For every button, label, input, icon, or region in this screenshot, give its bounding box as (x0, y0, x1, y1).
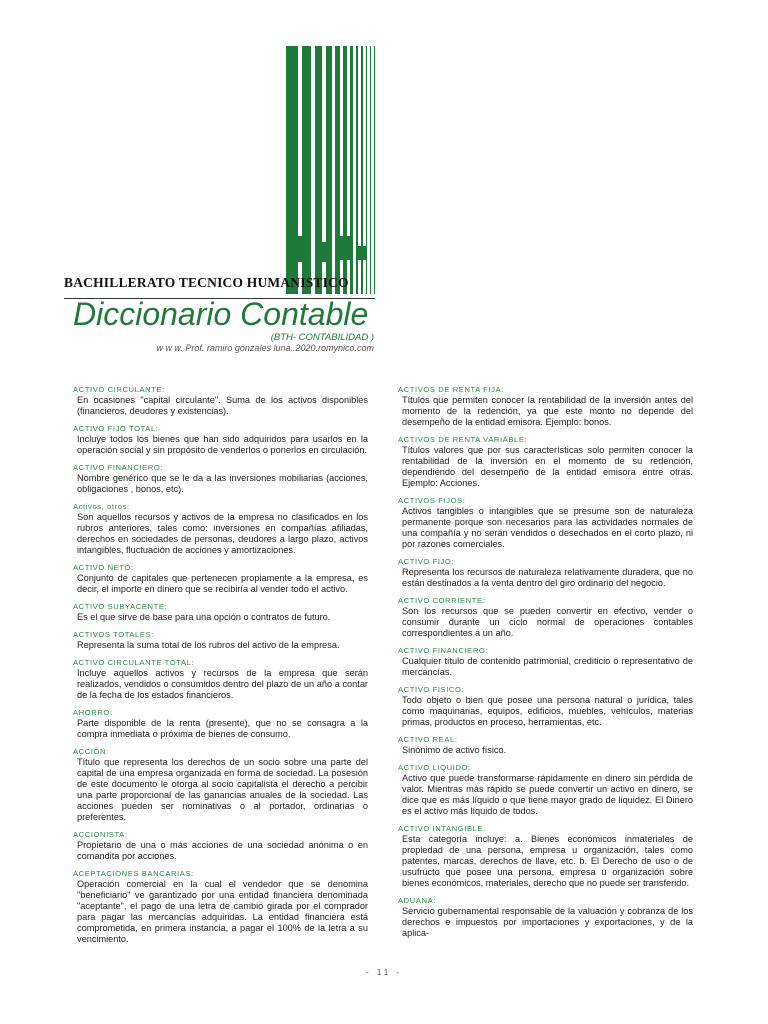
entry-term: ACTIVO SUBYACENTE: (73, 602, 168, 611)
entry-definition: Conjunto de capitales que pertenecen propiamente a la empresa, es decir, el importe en dinero que se recibiría al vender todo el activo. (77, 573, 368, 594)
glossary-entry (73, 829, 370, 862)
glossary-entry (73, 562, 370, 595)
right-column (398, 384, 695, 945)
glossary-entry (73, 384, 370, 417)
page-number: - 11 - (365, 968, 403, 977)
document-title: Diccionario Contable (73, 296, 369, 332)
entry-definition: Título que representa los derechos de un socio sobre una parte del capital de una empresa organizada en forma de sociedad. La posesión de este documento le otorga al socio capitalista el derecho a percibir una parte proporcional de las ganancias anuales de la sociedad. Las acciones pueden ser nominativas o al portador, ordinarias o preferentes. (77, 757, 368, 822)
glossary-entry (398, 762, 695, 817)
glossary-entry (73, 462, 370, 495)
entry-term: ACTIVO FINANCIERO: (73, 463, 164, 472)
entry-definition: Operación comercial en la cual el vendedor que se denomina "beneficiario" ve garantizado por una entidad financiera denominada "aceptante", el pago de una letra de cambio girada por el comprador para pagar las mercancías adquiridas. La entidad financiera está comprometida, en primera instancia, a pagar el 100% de la letra a su vencimiento. (77, 879, 368, 944)
glossary-entry (73, 868, 370, 945)
entry-definition: Representa los recursos de naturaleza relativamente duradera, que no están destinados a la venta dentro del giro ordinario del negocio. (402, 567, 693, 588)
entry-term: ACTIVOS TOTALES: (73, 630, 154, 639)
entry-definition: Esta categoría incluye: a. Bienes económicos inmateriales de propiedad de una persona, empresa u organización, tales como patentes, marcas, derechos de llave, etc. b. El Derecho de uso o de usufructo que posee una persona, empresa u organización sobre bienes económicos, materiales, derecho que no puede ser transferido. (402, 834, 693, 888)
glossary-entry (73, 657, 370, 701)
entry-term: ACTIVOS DE RENTA FIJA: (398, 385, 504, 394)
entry-term: ACTIVO CORRIENTE: (398, 596, 486, 605)
entry-definition: Propietario de una o más acciones de una sociedad anónima o en comandita por acciones. (77, 840, 368, 861)
glossary-entry (398, 434, 695, 489)
glossary-entry (73, 629, 370, 651)
entry-term: ACTIVO CIRCULANTE: (73, 385, 165, 394)
entry-term: ACTIVO NETO: (73, 563, 134, 572)
glossary-entry (398, 734, 695, 756)
entry-definition: Parte disponible de la renta (presente), que no se consagra a la compra inmediata o próxima de bienes de consumo. (77, 718, 368, 739)
entry-definition: Es el que sirve de base para una opción o contratos de futuro. (77, 612, 331, 622)
document-subtitle: (BTH- CONTABILIDAD ) (270, 332, 374, 343)
entry-term: ACTIVO FINANCIERO: (398, 646, 489, 655)
entry-term: ACTIVO CIRCULANTE TOTAL: (73, 658, 195, 667)
entry-definition: Servicio gubernamental responsable de la valuación y cobranza de los derechos e impuestos por importaciones y exportaciones, y de la aplica- (402, 906, 693, 938)
entry-definition: Son aquellos recursos y activos de la empresa no clasificados en los rubros anteriores, tales como: inversiones en compañías afiliadas, derechos en sociedades de personas, deudores a largo plazo, activos intangibles, fluctuación de acciones y amortizaciones. (77, 512, 368, 555)
glossary-entry (73, 746, 370, 823)
glossary-entry (398, 895, 695, 939)
entry-definition: Títulos que permiten conocer la rentabilidad de la inversión antes del momento de la redención, ya que este monto no depende del desempeño de la entidad emisora. Ejemplo: bonos. (402, 395, 693, 427)
entry-term: ACTIVOS FIJOS: (398, 496, 466, 505)
entry-definition: Cualquier título de contenido patrimonial, crediticio o representativo de mercancías. (402, 656, 693, 677)
entry-definition: Títulos valores que por sus características solo permiten conocer la rentabilidad de la inversión en el momento de su redención, dependiendo del desempeño de la entidad emisora entre otras. Ejemplo: Acciones. (402, 445, 693, 488)
school-name: BACHILLERATO TECNICO HUMANISTICO (64, 275, 349, 290)
entry-term: ACTIVO REAL: (398, 735, 458, 744)
entry-term: ACTIVO FIJO: (398, 557, 455, 566)
entry-definition: Activos tangibles o intangibles que se presume son de naturaleza permanente porque son necesarios para las actividades normales de una compañía y no serán vendidos o desechados en el corto plazo, ni por razones comerciales. (402, 506, 693, 549)
author-website: w w w. Prof. ramiro gonzales luna..2020.romynico.com (156, 343, 374, 353)
entry-term: ACTIVO LIQUIDO: (398, 763, 471, 772)
glossary-entry (73, 423, 370, 456)
entry-term: Activos, otros: (73, 502, 130, 511)
entry-term: ADUANA: (398, 896, 436, 905)
entry-definition: Son los recursos que se pueden convertir en efectivo, vender o consumir durante un ciclo normal de operaciones contables correspondientes a un año. (402, 606, 693, 638)
left-column (73, 384, 370, 951)
glossary-entry (398, 556, 695, 589)
entry-term: ACCIONISTA: (73, 830, 128, 839)
entry-term: ACEPTACIONES BANCARIAS: (73, 869, 194, 878)
glossary-entry (398, 823, 695, 889)
glossary-entry (398, 495, 695, 550)
entry-term: ACTIVO INTANGIBLE: (398, 824, 486, 833)
glossary-entry (398, 684, 695, 728)
entry-definition: Activo que puede transformarse rápidamente en dinero sin pérdida de valor. Mientras más rápido se puede convertir un activo en dinero, se dice que es más líquido o que tiene mayor grado de liquidez. El Dinero es el activo más líquido de todos. (402, 773, 693, 816)
entry-term: ACTIVO FISICO: (398, 685, 465, 694)
entry-term: ACCIÓN: (73, 747, 109, 756)
header-logo-bars (286, 46, 378, 294)
entry-term: AHORRO: (73, 708, 113, 717)
entry-definition: Incluye aquellos activos y recursos de la empresa que serán realizados, vendidos o consumidos dentro del plazo de un año a contar de la fecha de los estados financieros. (77, 668, 368, 700)
glossary-entry (73, 707, 370, 740)
entry-term: ACTIVO FIJO TOTAL: (73, 424, 159, 433)
glossary-entry (398, 645, 695, 678)
glossary-entry (398, 384, 695, 428)
entry-definition: Todo objeto o bien que posee una persona natural o jurídica, tales como maquinarias, equipos, edificios, muebles, vehículos, materias primas, productos en proceso, herramientas, etc. (402, 695, 693, 727)
entry-term: ACTIVOS DE RENTA VARIABLE: (398, 435, 528, 444)
glossary-entry (398, 595, 695, 639)
entry-definition: Representa la suma total de los rubros del activo de la empresa. (77, 640, 340, 650)
entry-definition: Nombre genérico que se le da a las inversiones mobiliarias (acciones, obligaciones , bonos, etc). (77, 473, 368, 494)
entry-definition: Sinónimo de activo físico. (402, 745, 507, 755)
entry-definition: Incluye todos los bienes que han sido adquiridos para usarlos en la operación social y sin propósito de venderlos o ponerlos en circulación. (77, 434, 368, 455)
glossary-entry (73, 501, 370, 556)
glossary-entry (73, 601, 370, 623)
entry-definition: En ocasiones "capital circulante". Suma de los activos disponibles (financieros, deudores y existencias). (77, 395, 368, 416)
